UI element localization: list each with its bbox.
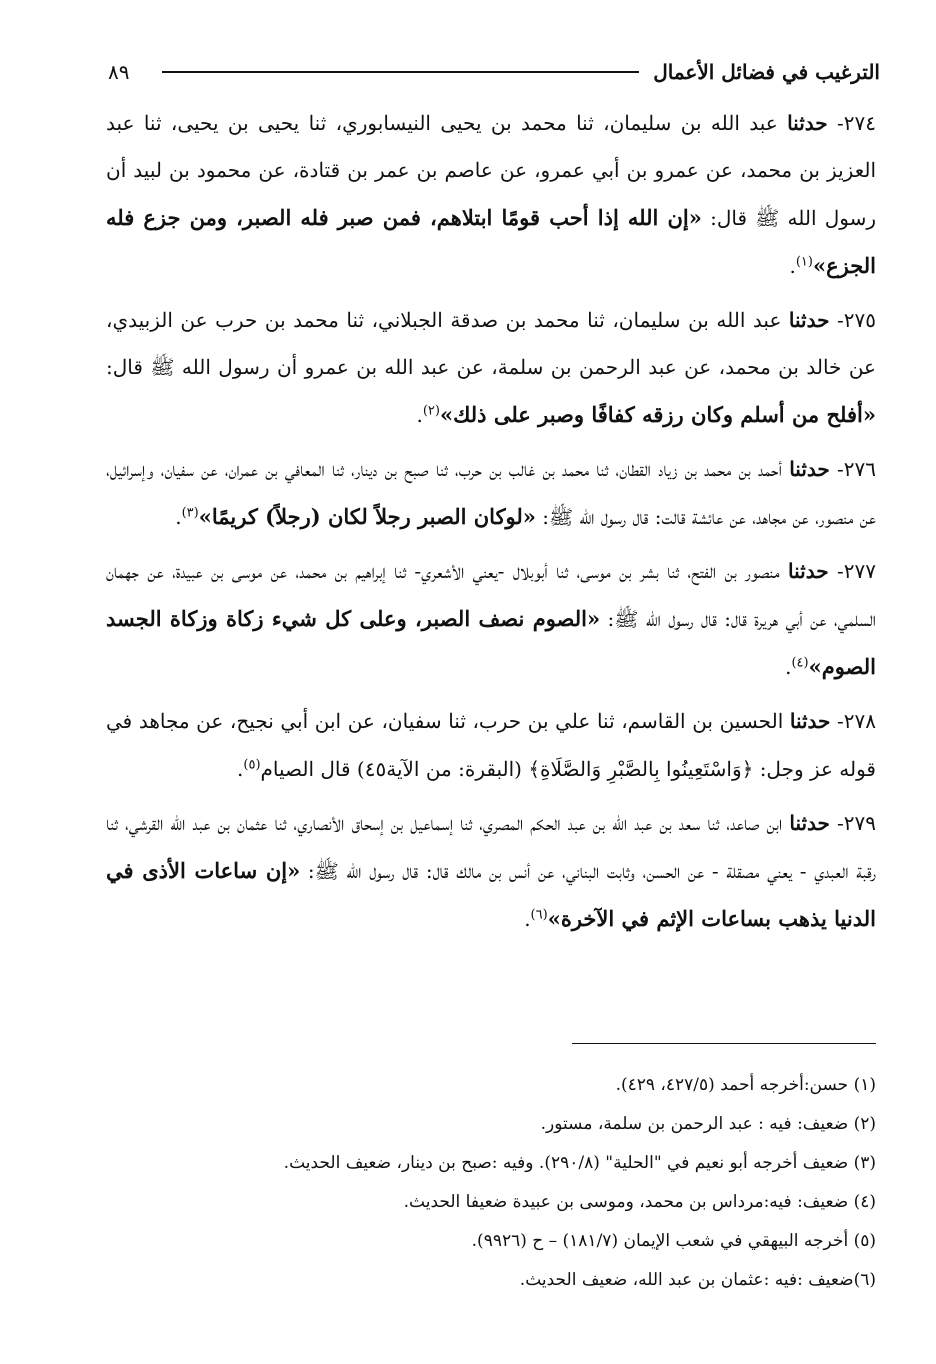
haddathana-word: حدثنا bbox=[787, 111, 828, 135]
footnote-ref[interactable]: (١) bbox=[795, 254, 813, 270]
footnote-ref[interactable]: (٦) bbox=[530, 907, 548, 923]
footnote-5: (٥) أخرجه البيهقي في شعب الإيمان (١٨١/٧) – ح (٩٩٢٦). bbox=[471, 1231, 876, 1251]
hadith-matn: «لوكان الصبر رجلاً لكان (رجلاً) كريمًا» bbox=[198, 504, 536, 529]
hadith-number: ٢٧٩- bbox=[837, 811, 876, 835]
isnad-chain: أحمد بن محمد بن زياد القطان، ثنا محمد بن غالب بن حرب، ثنا صبح بن دينار، ثنا المعافي بن عمران، عن سفيان، وإسرائيل، عن منصور، عن مجاهد، عن عائشة قالت: قال رسول الله ﷺ: bbox=[106, 457, 876, 529]
footnote-ref[interactable]: (٢) bbox=[422, 403, 440, 419]
isnad-chain: ابن صاعد، ثنا سعد بن عبد الله بن عبد الحكم المصري، ثنا إسماعيل بن إسحاق الأنصاري، ثنا عثمان بن عبد الله القرشي، ثنا رقبة العبدي - يعني مصقلة - عن الحسن، وثابت البناني، عن أنس بن مالك قال: قال رسول الله ﷺ: bbox=[106, 811, 876, 883]
footnote-6: (٦)ضعيف :فيه :عثمان بن عبد الله، ضعيف الحديث. bbox=[519, 1270, 876, 1290]
header-rule bbox=[162, 71, 639, 73]
hadith-number: ٢٧٧- bbox=[837, 559, 877, 583]
hadith-matn: «الصوم نصف الصبر، وعلى كل شيء زكاة وزكاة الجسد الصوم» bbox=[106, 606, 876, 679]
sentence-end: . bbox=[785, 655, 792, 679]
page-header bbox=[108, 52, 880, 92]
sentence-end: . bbox=[175, 505, 182, 529]
footnote-2: (٢) ضعيف: فيه : عبد الرحمن بن سلمة، مستور. bbox=[540, 1114, 876, 1134]
footnote-ref[interactable]: (٣) bbox=[181, 505, 199, 521]
haddathana-word: حدثنا bbox=[789, 457, 830, 481]
running-title: الترغيب في فضائل الأعمال bbox=[653, 60, 880, 84]
footnote-3: (٣) ضعيف أخرجه أبو نعيم في "الحلية" (٢٩٠/٨). وفيه :صبح بن دينار، ضعيف الحديث. bbox=[283, 1153, 876, 1173]
hadith-277 bbox=[106, 548, 876, 691]
isnad-chain: عبد الله بن سليمان، ثنا محمد بن صدقة الجبلاني، ثنا محمد بن حرب عن الزبيدي، عن خالد بن محمد، عن عبد الرحمن بن سلمة، عن عبد الله بن عمرو أن رسول الله ﷺ قال: bbox=[106, 308, 876, 379]
hadith-275 bbox=[106, 297, 876, 439]
main-text bbox=[106, 100, 876, 950]
footnote-1: (١) حسن:أخرجه أحمد (٤٢٧/٥، ٤٢٩). bbox=[615, 1075, 876, 1095]
isnad-chain: عبد الله بن سليمان، ثنا محمد بن يحيى النيسابوري، ثنا يحيى بن يحيى، ثنا عبد العزيز بن محمد، عن عمرو بن أبي عمرو، عن عاصم بن عمر بن قتادة، عن محمود بن لبيد أن رسول الله ﷺ قال: bbox=[106, 111, 876, 230]
hadith-matn: «إن ساعات الأذى في الدنيا يذهب بساعات الإثم في الآخرة» bbox=[106, 858, 876, 931]
haddathana-word: حدثنا bbox=[788, 559, 829, 583]
footnote-ref[interactable]: (٥) bbox=[243, 757, 261, 773]
sentence-end: . bbox=[416, 403, 423, 427]
footnotes bbox=[106, 1066, 876, 1300]
sentence-end: . bbox=[237, 757, 244, 781]
hadith-number: ٢٧٨- bbox=[837, 709, 876, 733]
sentence-end: . bbox=[524, 907, 531, 931]
isnad-chain: الحسين بن القاسم، ثنا علي بن حرب، ثنا سفيان، عن ابن أبي نجيح، عن مجاهد في قوله عز وجل: ﴿وَاسْتَعِينُوا بِالصَّبْرِ وَالصَّلَاةِ﴾ (البقرة: من الآية٤٥) قال الصيام bbox=[106, 709, 876, 781]
isnad-chain: منصور بن الفتح، ثنا بشر بن موسى، ثنا أبوبلال -يعني الأشعري- ثنا إبراهيم بن محمد، عن موسى بن عبيدة، عن جهمان السلمي، عن أبي هريرة قال: قال رسول الله ﷺ: bbox=[106, 559, 876, 631]
haddathana-word: حدثنا bbox=[789, 709, 831, 733]
hadith-matn: «إن الله إذا أحب قومًا ابتلاهم، فمن صبر فله الصبر، ومن جزع فله الجزع» bbox=[106, 205, 876, 278]
page-number: ٨٩ bbox=[108, 60, 130, 84]
footnote-4: (٤) ضعيف: فيه:مرداس بن محمد، وموسى بن عبيدة ضعيفا الحديث. bbox=[403, 1192, 876, 1212]
footnote-separator bbox=[572, 1043, 876, 1044]
hadith-278 bbox=[106, 698, 876, 793]
haddathana-word: حدثنا bbox=[788, 308, 830, 332]
sentence-end: . bbox=[789, 254, 796, 278]
hadith-279 bbox=[106, 800, 876, 943]
hadith-number: ٢٧٦- bbox=[837, 457, 876, 481]
hadith-274 bbox=[106, 100, 876, 290]
haddathana-word: حدثنا bbox=[789, 811, 830, 835]
hadith-276 bbox=[106, 446, 876, 541]
footnote-ref[interactable]: (٤) bbox=[791, 655, 809, 671]
hadith-number: ٢٧٥- bbox=[837, 308, 876, 332]
hadith-matn: «أفلح من أسلم وكان رزقه كفافًا وصبر على ذلك» bbox=[439, 402, 876, 427]
hadith-number: ٢٧٤- bbox=[837, 111, 877, 135]
